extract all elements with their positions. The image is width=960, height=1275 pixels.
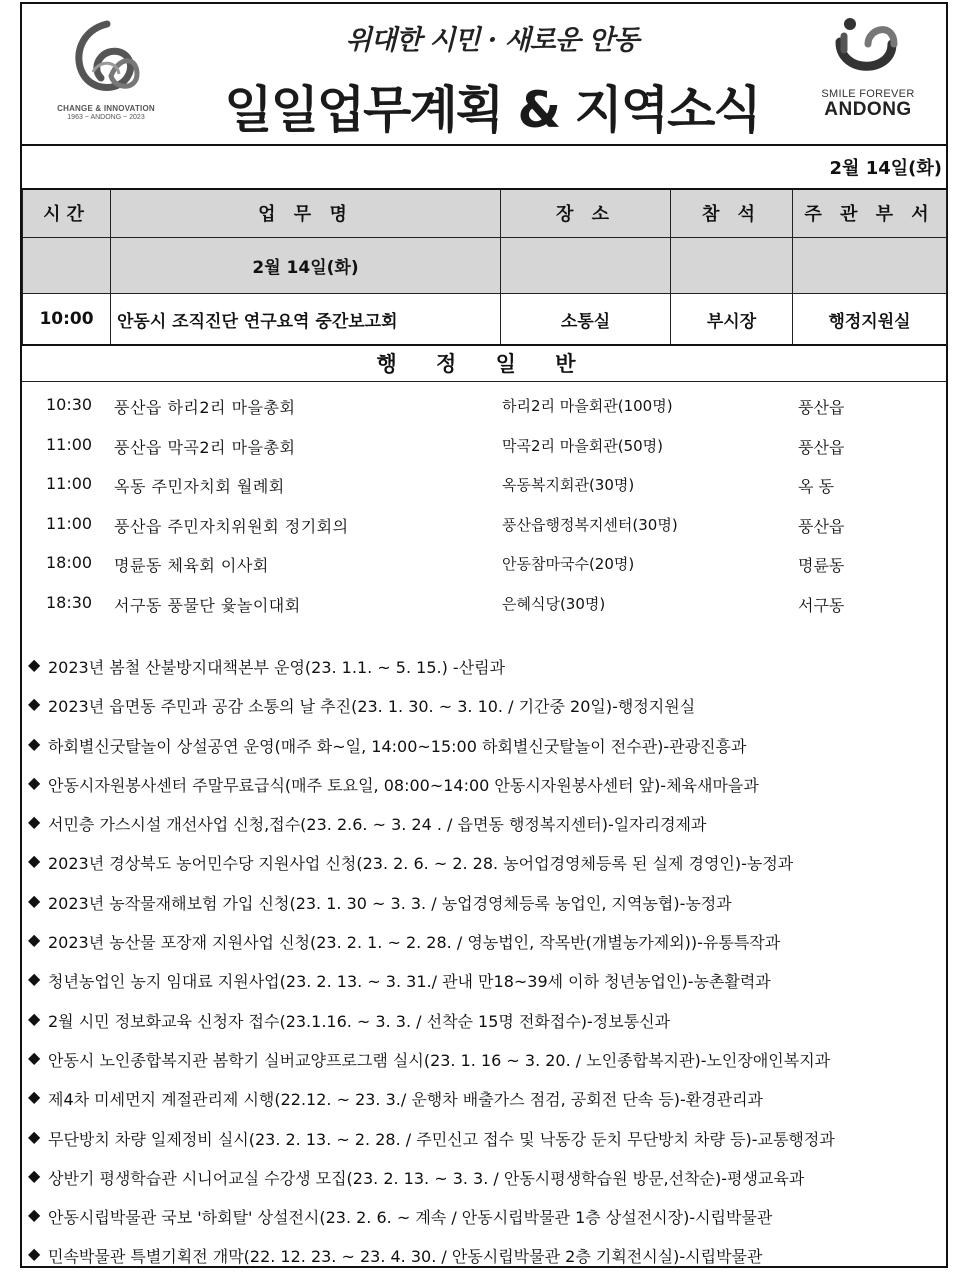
notice-text: 제4차 미세먼지 계절관리제 시행(22.12. ~ 23. 3./ 운행차 배출가스 점검, 공회전 단속 등)-환경관리과 <box>48 1090 764 1110</box>
notice-item <box>22 1196 946 1235</box>
diamond-bullet-icon: ◆ <box>28 812 41 832</box>
notice-item <box>22 646 946 685</box>
notice-text: 상반기 평생학습관 시니어교실 수강생 모집(23. 2. 13. ~ 3. 3. / 안동시평생학습원 방문,선착순)-평생교육과 <box>48 1168 805 1188</box>
smile-emblem-icon <box>828 14 908 86</box>
table-date-label: 2월 14일(화) <box>111 237 501 293</box>
item-time: 11:00 <box>46 474 93 493</box>
diamond-bullet-icon: ◆ <box>28 694 41 714</box>
schedule-table <box>22 188 947 346</box>
notice-item <box>22 960 946 999</box>
item-place: 막곡2리 마을회관(50명) <box>502 436 664 455</box>
row-attendee: 부시장 <box>671 293 793 345</box>
item-title: 풍산읍 주민자치위원회 정기회의 <box>114 516 349 536</box>
row-task: 안동시 조직진단 연구요역 중간보고회 <box>111 293 501 345</box>
header <box>22 4 946 144</box>
item-place: 안동참마국수(20명) <box>502 555 635 573</box>
item-title: 서구동 풍물단 윷놀이대회 <box>114 595 301 615</box>
item-title: 풍산읍 하리2리 마을총회 <box>114 398 296 417</box>
list-item <box>22 505 946 545</box>
notice-text: 하회별신굿탈놀이 상설공연 운영(매주 화~일, 14:00~15:00 하회별신굿탈놀이 전수관)-관광진흥과 <box>48 736 747 756</box>
notice-text: 2023년 읍면동 주민과 공감 소통의 날 추진(23. 1. 30. ~ 3. 10. / 기간중 20일)-행정지원실 <box>48 697 696 717</box>
row-place: 소통실 <box>501 293 671 345</box>
notice-text: 서민층 가스시설 개선사업 신청,접수(23. 2.6. ~ 3. 24 . / 읍면동 행정복지센터)-일자리경제과 <box>48 815 707 835</box>
table-cell <box>23 237 111 293</box>
diamond-bullet-icon: ◆ <box>28 969 41 989</box>
anniversary-caption: CHANGE & INNOVATION <box>57 104 155 113</box>
notice-item <box>22 725 946 764</box>
row-time: 10:00 <box>23 293 111 345</box>
anniversary-logo <box>52 16 160 132</box>
diamond-bullet-icon: ◆ <box>28 1205 41 1225</box>
row-dept: 행정지원실 <box>793 293 947 345</box>
table-header-row <box>23 189 947 237</box>
notice-item <box>22 921 946 960</box>
notice-item <box>22 1157 946 1196</box>
table-date-row <box>23 237 947 293</box>
item-dept: 서구동 <box>798 595 845 615</box>
list-item <box>22 465 946 505</box>
header-dept: 주 관 부 서 <box>793 189 947 237</box>
notice-text: 민속박물관 특별기획전 개막(22. 12. 23. ~ 23. 4. 30. / 안동시립박물관 2층 기획전시실)-시립박물관 <box>48 1247 763 1267</box>
list-item <box>22 584 946 624</box>
diamond-bullet-icon: ◆ <box>28 930 41 950</box>
item-place: 하리2리 마을회관(100명) <box>502 397 673 415</box>
table-row <box>23 293 947 345</box>
andong-text: ANDONG <box>824 99 912 120</box>
notice-item <box>22 685 946 724</box>
date-row <box>22 144 946 188</box>
item-place: 옥동복지회관(30명) <box>502 476 635 494</box>
diamond-bullet-icon: ◆ <box>28 890 41 910</box>
sixty-emblem-icon <box>63 16 149 102</box>
diamond-bullet-icon: ◆ <box>28 772 41 792</box>
item-time: 11:00 <box>46 434 93 454</box>
notice-text: 안동시립박물관 국보 '하회탈' 상설전시(23. 2. 6. ~ 계속 / 안동시립박물관 1층 상설전시장)-시립박물관 <box>48 1208 773 1228</box>
item-dept: 풍산읍 <box>798 516 845 536</box>
item-time: 11:00 <box>46 513 93 533</box>
item-time: 18:30 <box>46 592 93 612</box>
notice-item <box>22 1039 946 1078</box>
general-section-title: 행 정 일 반 <box>22 344 946 382</box>
notice-item <box>22 803 946 842</box>
notice-text: 무단방치 차량 일제정비 실시(23. 2. 13. ~ 2. 28. / 주민신고 접수 및 낙동강 둔치 무단방치 차량 등)-교통행정과 <box>48 1129 835 1149</box>
notice-item <box>22 1235 946 1274</box>
list-item <box>22 426 946 466</box>
header-place: 장 소 <box>501 189 671 237</box>
anniversary-years: 1963 ~ ANDONG ~ 2023 <box>67 114 145 121</box>
table-cell <box>793 237 947 293</box>
notice-item <box>22 1078 946 1117</box>
item-dept: 명륜동 <box>798 556 845 575</box>
item-title: 풍산읍 막곡2리 마을총회 <box>114 437 296 457</box>
notice-text: 2023년 봄철 산불방지대책본부 운영(23. 1.1. ~ 5. 15.) -산림과 <box>48 658 506 677</box>
diamond-bullet-icon: ◆ <box>28 655 41 674</box>
bulletin-frame <box>20 2 948 1268</box>
page-title: 일일업무계획 & 지역소식 <box>224 81 760 139</box>
notice-item <box>22 1000 946 1039</box>
diamond-bullet-icon: ◆ <box>28 1047 41 1067</box>
diamond-bullet-icon: ◆ <box>28 1087 41 1107</box>
notice-item <box>22 764 946 803</box>
item-place: 은혜식당(30명) <box>502 594 606 613</box>
list-item <box>22 544 946 584</box>
header-attendee: 참 석 <box>671 189 793 237</box>
report-date: 2월 14일(화) <box>829 158 942 179</box>
notice-text: 청년농업인 농지 임대료 지원사업(23. 2. 13. ~ 3. 31./ 관내 만18~39세 이하 청년농업인)-농촌활력과 <box>48 972 771 992</box>
item-dept: 풍산읍 <box>798 437 845 457</box>
notice-list <box>22 646 946 1275</box>
diamond-bullet-icon: ◆ <box>28 851 41 871</box>
notice-text: 2023년 농산물 포장재 지원사업 신청(23. 2. 1. ~ 2. 28. / 영농법인, 작목반(개별농가제외))-유통특작과 <box>48 933 781 953</box>
item-dept: 풍산읍 <box>798 398 845 417</box>
diamond-bullet-icon: ◆ <box>28 1008 41 1028</box>
diamond-bullet-icon: ◆ <box>28 1165 41 1185</box>
item-title: 명륜동 체육회 이사회 <box>114 556 269 575</box>
list-item <box>22 386 946 426</box>
item-dept: 옥 동 <box>798 477 834 496</box>
header-task: 업 무 명 <box>111 189 501 237</box>
item-time: 18:00 <box>46 553 93 572</box>
notice-text: 2023년 경상북도 농어민수당 지원사업 신청(23. 2. 6. ~ 2. 28. 농어업경영체등록 된 실제 경영인)-농정과 <box>48 854 794 874</box>
general-schedule-list <box>22 386 946 623</box>
notice-text: 안동시 노인종합복지관 봄학기 실버교양프로그램 실시(23. 1. 16 ~ 3. 20. / 노인종합복지관)-노인장애인복지과 <box>48 1050 831 1070</box>
smile-forever-text: SMILE FOREVER <box>821 88 915 100</box>
diamond-bullet-icon: ◆ <box>28 1244 41 1264</box>
andong-logo <box>808 14 928 134</box>
diamond-bullet-icon: ◆ <box>28 733 41 753</box>
table-cell <box>501 237 671 293</box>
table-cell <box>671 237 793 293</box>
item-time: 10:30 <box>46 395 93 414</box>
notice-text: 2월 시민 정보화교육 신청자 접수(23.1.16. ~ 3. 3. / 선착순 15명 전화접수)-정보통신과 <box>48 1011 671 1031</box>
diamond-bullet-icon: ◆ <box>28 1126 41 1146</box>
notice-item <box>22 842 946 881</box>
slogan: 위대한 시민 · 새로운 안동 <box>345 25 639 56</box>
notice-item <box>22 882 946 921</box>
notice-item <box>22 1118 946 1157</box>
notice-text: 2023년 농작물재해보험 가입 신청(23. 1. 30 ~ 3. 3. / 농업경영체등록 농업인, 지역농협)-농정과 <box>48 893 732 913</box>
header-time: 시간 <box>23 189 111 237</box>
item-title: 옥동 주민자치회 월례회 <box>114 477 285 496</box>
notice-text: 안동시자원봉사센터 주말무료급식(매주 토요일, 08:00~14:00 안동시자원봉사센터 앞)-체육새마을과 <box>48 775 759 795</box>
item-place: 풍산읍행정복지센터(30명) <box>502 515 678 534</box>
